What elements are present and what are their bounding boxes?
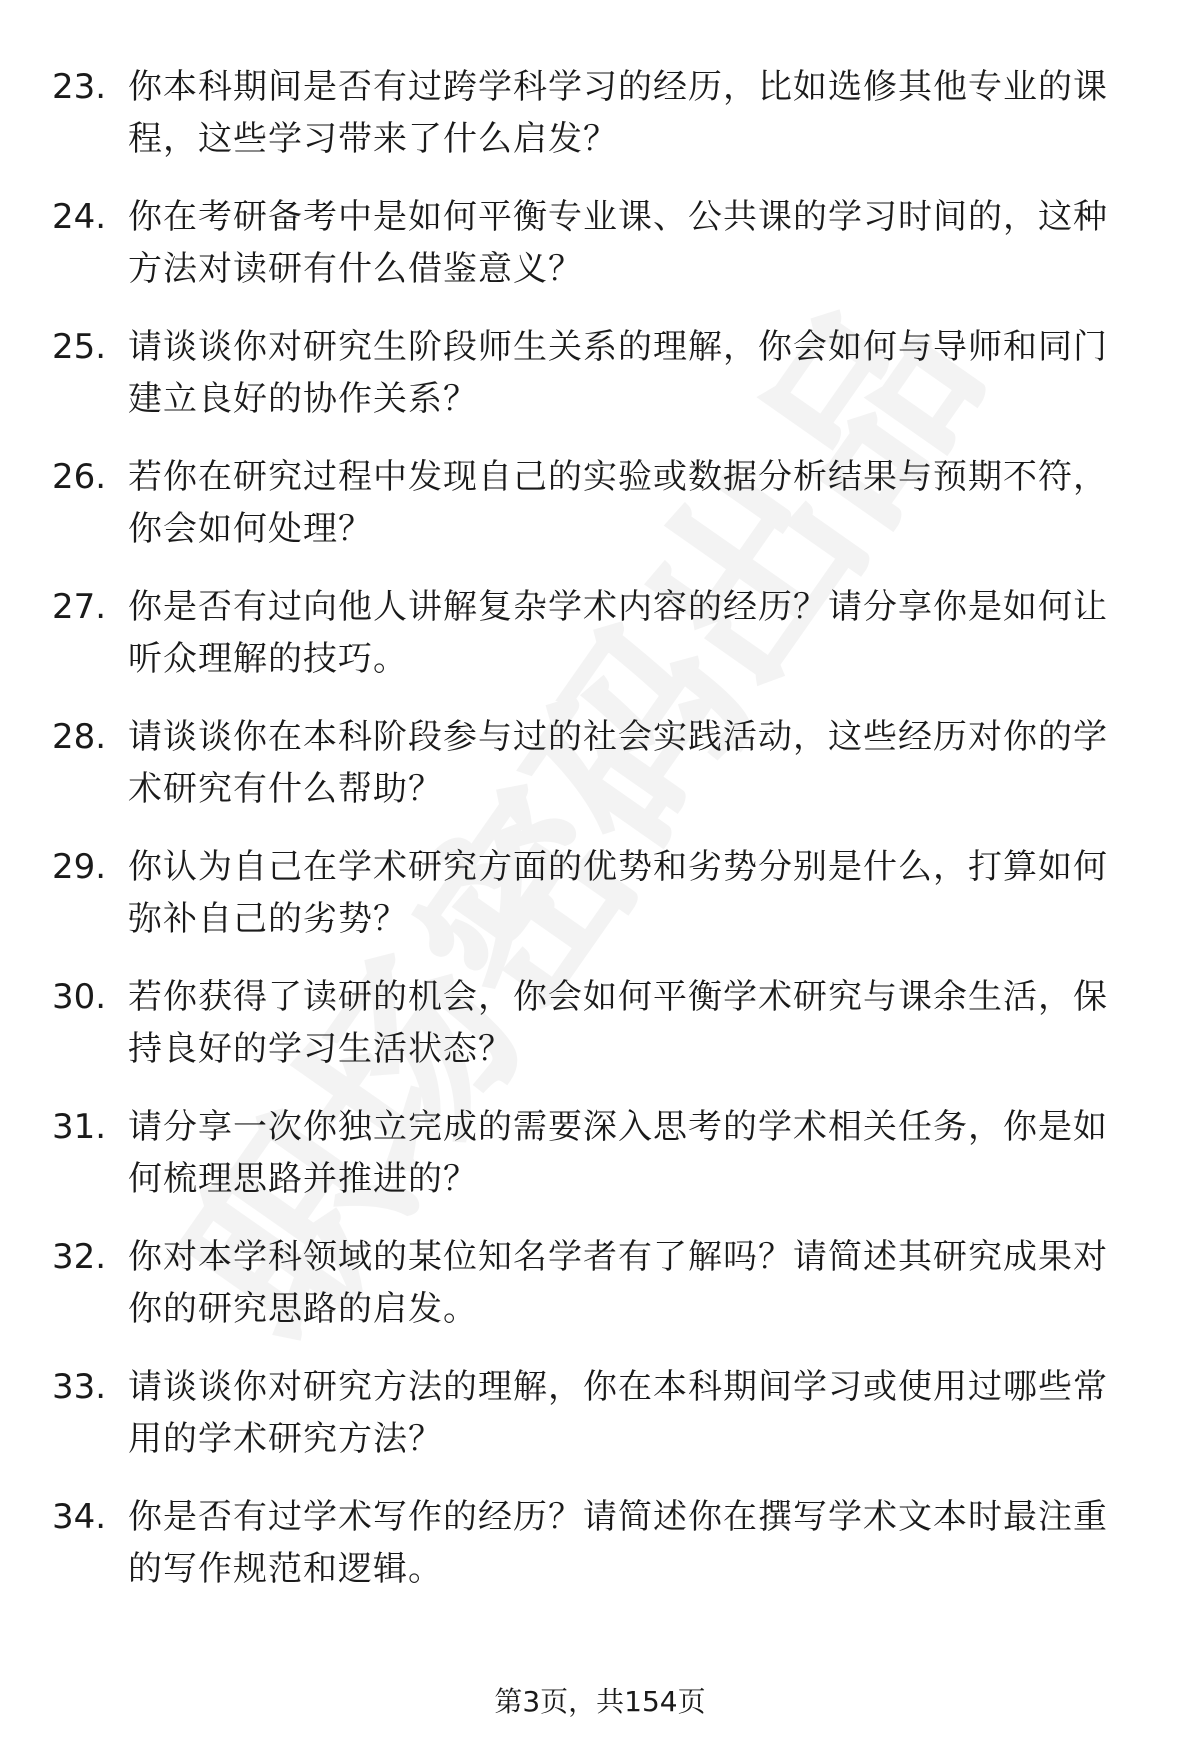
- question-number: 28.: [52, 717, 107, 757]
- question-list: [0, 55, 1200, 1615]
- question-text: 请谈谈你对研究生阶段师生关系的理解，你会如何与导师和同门建立良好的协作关系？: [128, 327, 1108, 419]
- question-text: 请谈谈你对研究方法的理解，你在本科期间学习或使用过哪些常用的学术研究方法？: [128, 1367, 1108, 1459]
- question-item: [0, 1355, 1200, 1485]
- question-item: [0, 1485, 1200, 1615]
- question-item: [0, 1095, 1200, 1225]
- question-text: 请谈谈你在本科阶段参与过的社会实践活动，这些经历对你的学术研究有什么帮助？: [128, 717, 1108, 809]
- question-number: 26.: [52, 457, 107, 497]
- question-item: [0, 1225, 1200, 1355]
- page-number-label: 第3页，共154页: [494, 1685, 706, 1718]
- question-item: [0, 55, 1200, 185]
- question-text: 你在考研备考中是如何平衡专业课、公共课的学习时间的，这种方法对读研有什么借鉴意义？: [128, 197, 1108, 289]
- question-text: 你本科期间是否有过跨学科学习的经历，比如选修其他专业的课程，这些学习带来了什么启发？: [128, 67, 1108, 159]
- question-number: 24.: [52, 197, 107, 237]
- page-footer: [0, 1682, 1200, 1722]
- question-item: [0, 705, 1200, 835]
- question-number: 31.: [52, 1107, 107, 1147]
- question-item: [0, 835, 1200, 965]
- question-number: 34.: [52, 1497, 107, 1537]
- question-item: [0, 965, 1200, 1095]
- question-item: [0, 445, 1200, 575]
- question-number: 33.: [52, 1367, 107, 1407]
- question-item: [0, 185, 1200, 315]
- question-text: 你认为自己在学术研究方面的优势和劣势分别是什么，打算如何弥补自己的劣势？: [128, 847, 1108, 939]
- question-number: 29.: [52, 847, 107, 887]
- question-text: 你是否有过向他人讲解复杂学术内容的经历？请分享你是如何让听众理解的技巧。: [128, 587, 1108, 679]
- question-text: 你对本学科领域的某位知名学者有了解吗？请简述其研究成果对你的研究思路的启发。: [128, 1237, 1108, 1329]
- question-number: 25.: [52, 327, 107, 367]
- question-item: [0, 575, 1200, 705]
- question-item: [0, 315, 1200, 445]
- question-text: 你是否有过学术写作的经历？请简述你在撰写学术文本时最注重的写作规范和逻辑。: [128, 1497, 1108, 1589]
- question-text: 若你在研究过程中发现自己的实验或数据分析结果与预期不符，你会如何处理？: [128, 457, 1108, 549]
- question-number: 27.: [52, 587, 107, 627]
- question-text: 若你获得了读研的机会，你会如何平衡学术研究与课余生活，保持良好的学习生活状态？: [128, 977, 1108, 1069]
- question-number: 32.: [52, 1237, 107, 1277]
- question-number: 30.: [52, 977, 107, 1017]
- question-text: 请分享一次你独立完成的需要深入思考的学术相关任务，你是如何梳理思路并推进的？: [128, 1107, 1108, 1199]
- question-number: 23.: [52, 67, 107, 107]
